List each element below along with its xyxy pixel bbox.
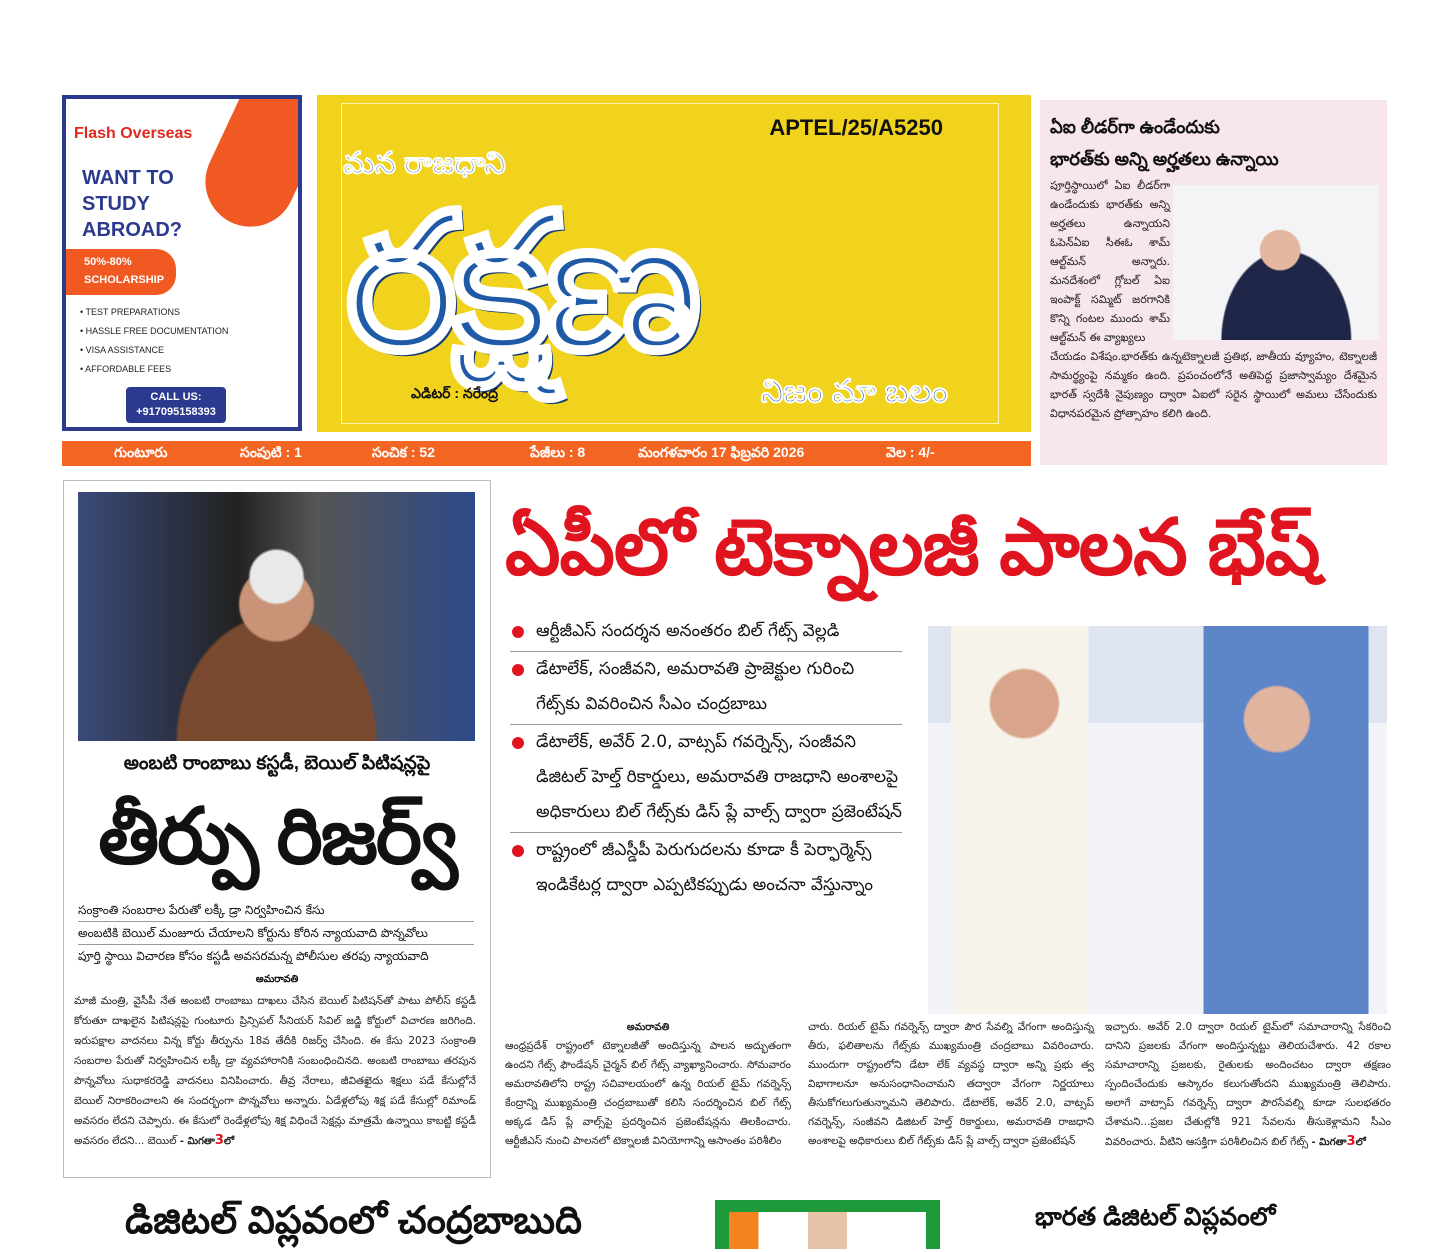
side-story-text: పూర్తిస్థాయిలో ఏఐ లీడర్‌గా ఉండేందుకు భారత్‌కు అన్ని అర్హతలు ఉన్నాయని ఓపెన్‌ఏఐ సీఈఓ శామ్ ఆల్ట్‌మన్ అన్నారు. మనదేశంలో గ్లోబల్ ఏఐ ఇంపాక్ట్ సమ్మిట్ జరగానికి కొన్ని గంటల ముందు శామ్ ఆల్ట్‌మన్ ఈ వ్యాఖ్యలు [1050,179,1170,344]
edition-info-bar [62,441,1031,466]
main-story-column: చారు. రియల్ టైమ్ గవర్నెన్స్ ద్వారా పౌర సేవల్ని వేగంగా అందిస్తున్న తీరు, ఫలితాలను గేట్స్‌కు ముఖ్యమంత్రి చంద్రబాబు వివరించారు. ముందుగా రాష్ట్రంలోని డేటా లేక్ వ్యవస్థ ద్వారా అన్ని ప్రభు త్వ విభాగాలనూ అనుసంధానించామని తద్వారా వేగంగా నిర్ణయాలు తీసుకోగలుగుతున్నామని తెలిపారు. డేటాలేక్, అవేర్ 2.0, వాట్సప్ గవర్నెన్స్, సంజీవని డిజిటల్ హెల్త్ రికార్డులు, అమరావతి రాజధాని అంశాలపై అధికారులు బిల్ గేట్స్‌కు డిస్ ప్లే వాల్స్ ద్వారా ప్రజెంటేషన్ [808,1021,1094,1147]
side-story-photo [1173,185,1379,340]
main-story-photo [928,626,1387,1014]
ad-brand-logo: Flash Overseas [74,125,193,142]
bottom-photo-image [729,1212,926,1249]
bottom-right-headline[interactable]: భారత డిజిటల్ విప్లవంలో [1035,1203,1276,1231]
side-story-title-line1: ఏఐ లీడర్‌గా ఉండేందుకు [1050,117,1220,137]
highlight-item: డేటాలేక్, అవేర్ 2.0, వాట్సప్ గవర్నెన్స్, సంజీవని డిజిటల్ హెల్త్ రికార్డులు, అమరావతి రాజధాని అంశాలపై అధికారులు బిల్ గేట్స్‌కు డిస్ ప్లే వాల్స్ ద్వారా ప్రజెంటేషన్ [510,725,902,833]
edition-price: వెల : 4/- [886,443,935,460]
side-story-title-line2: భారత్‌కు అన్ని అర్హతలు ఉన్నాయి [1050,149,1279,169]
ad-scholarship: 50%-80% SCHOLARSHIP [66,249,176,295]
masthead-subtitle: మన రాజధాని [343,147,506,180]
main-headline[interactable]: ఏపీలో టెక్నాలజీ పాలన భేష్ [505,503,1320,591]
advertisement-flash-overseas[interactable] [62,95,302,431]
continued-marker: - మిగతా3లో [179,1133,235,1148]
ad-service: • AFFORDABLE FEES [80,364,172,374]
left-story-deck: పూర్తి స్థాయి విచారణ కోసం కస్టడీ అవసరమన్న పోలీసుల తరపు న్యాయవాది [78,949,429,963]
main-story-column: ఇచ్చారు. అవేర్ 2.0 ద్వారా రియల్ టైమ్‌లో సమాచారాన్ని సేకరించి దానిని ప్రజలకు వేగంగా అందిస్తున్నట్టు తెలియచేశారు. 42 రకాల సమాచారాన్ని ప్రజలకు, రైతులకు అందించటం ద్వారా తక్షణం స్పందించేందుకు ఆస్కారం కలుగుతోందని ముఖ్యమంత్రి తెలిపారు. అలాగే వాట్సాప్ గవర్నెన్స్ ద్వారా పౌరసేవల్ని కూడా సులభతరం చేశామని...ప్రజల చేతుల్లోకి 921 సేవలను తీసుకెళ్లామని సీఎం వివరించారు. వీటిని ఆసక్తిగా పరిశీలించిన బిల్ గేట్స్ - మిగతా3లో [1105,1021,1391,1149]
main-story-highlights [510,614,902,905]
edition-date: మంగళవారం 17 ఫిబ్రవరి 2026 [638,443,805,460]
ad-call-box: CALL US: +917095158393 [126,387,226,423]
newspaper-logo: రక్షణ [345,177,696,389]
left-story-headline: తీర్పు రిజర్వ్ [98,792,456,880]
masthead-tagline: నిజం మా బలం [761,373,948,409]
highlight-item: ఆర్టీజీఎస్ సందర్శన అనంతరం బిల్ గేట్స్ వెల్లడి [510,614,902,652]
registration-number: APTEL/25/A5250 [769,115,943,140]
left-story-deck: సంక్రాంతి సంబరాల పేరుతో లక్కీ డ్రా నిర్వహించిన కేసు [78,899,474,922]
bottom-photo [715,1200,940,1249]
bottom-left-headline[interactable]: డిజిటల్ విప్లవంలో చంద్రబాబుది [125,1200,582,1242]
left-story-kicker: అంబటి రాంబాబు కస్టడీ, బెయిల్ పిటిషన్లపై [123,753,431,774]
left-story-dateline: అమరావతి [255,974,299,985]
side-story-text-cont: చేయడం విశేషం.భారత్‌కు ఉన్నటెక్నాలజీ ప్రతిభ, జాతీయ వ్యూహం, టెక్నాలజీ సామర్థ్యంపై నమ్మకం ఉంది. ప్రపంచంలోనే అతిపెద్ద ప్రజాస్వామ్యం దేశమైన భారత్ స్వదేశీ నైపుణ్యం ద్వారా ఏఐలో సరైన స్థాయిలో అమలు చేసేందుకు విధానపరమైన ప్రోత్సాహం కలిగి ఉంది. [1050,350,1377,420]
side-story[interactable] [1040,100,1387,465]
highlight-item: డేటాలేక్, సంజీవని, అమరావతి ప్రాజెక్టుల గురించి గేట్స్‌కు వివరించిన సీఎం చంద్రబాబు [510,652,902,725]
ad-headline: WANT TO STUDY ABROAD? [82,167,182,241]
edition-issue: సంచిక : 52 [372,443,435,460]
ad-student-photo [184,191,294,411]
main-story-dateline: అమరావతి [626,1022,670,1033]
continued-marker: - మిగతా3లో [1311,1134,1366,1149]
left-story-photo [78,492,475,741]
left-story-body: మాజీ మంత్రి, వైసీపీ నేత అంబటి రాంబాబు దాఖలు చేసిన బెయిల్ పిటిషన్‌తో పాటు పోలీస్ కస్టడీ కోరుతూ దాఖలైన పిటిషన్లపై గుంటూరు ప్రిన్సిపల్ సీనియర్ సివిల్ జడ్జి కోర్టులో విచారణ జరిగింది. ఇరుపక్షాల వాదనలు విన్న కోర్టు తీర్పును 18వ తేదీకి రిజర్వ్ చేసింది. ఈ కేసు 2023 సంక్రాంతి సంబరాల పేరుతో నిర్వహించిన లక్కీ డ్రా వ్యవహారానికి సంబంధించినది. అంబటి రాంబాబు తరపున పొన్నవోలు సుధాకరరెడ్డి వాదనలు వినిపించారు. తీవ్ర నేరాలు, జీవితఖైదు శిక్షలు పడే కేసుల్లోనే బెయిల్ నిరాకరించాలని ఈ సందర్భంగా పొన్నవోలు అన్నారు. ఏడేళ్లలోపు శిక్ష పడే కేసుల్లో రిమాండ్ అవసరం లేదని చెప్పారు. ఈ కేసులో రెండేళ్లలోపు శిక్ష విధించే సెక్షన్లు మాత్రమే ఉన్నాయి కాబట్టి కస్టడీ అవసరం లేదని... బెయిల్ - మిగతా3లో [74,995,476,1148]
edition-city: గుంటూరు [114,443,168,460]
main-story-column: అమరావతి ఆంధ్రప్రదేశ్ రాష్ట్రంలో టెక్నాలజీతో అందిస్తున్న పాలన అద్భుతంగా ఉందని గేట్స్ ఫౌండేషన్ చైర్మన్ బిల్ గేట్స్ వ్యాఖ్యానించారు. సోమవారం అమరావతిలోని రాష్ట్ర సచివాలయంలో ఉన్న రియల్ టైమ్ గవర్నెన్స్ కేంద్రాన్ని ముఖ్యమంత్రి చంద్రబాబుతో కలిసి సందర్శించిన బిల్ గేట్స్ అక్కడ డిస్ ప్లే వాల్స్‌పై ప్రదర్శించిన ప్రజెంటేషన్లను తిలకించారు. ఆర్టీజీఎస్ నుంచి పాలనలో టెక్నాలజీ వినియోగాన్ని ఆసాంతం పరిశీలిం [505,1018,791,1151]
left-story-deck: అంబటికి బెయిల్ మంజూరు చేయాలని కోర్టును కోరిన న్యాయవాది పొన్నవోలు [78,922,474,945]
ad-phone: +917095158393 [136,406,216,418]
highlight-item: రాష్ట్రంలో జీఎస్డీపీ పెరుగుదలను కూడా కీ పెర్ఫార్మెన్స్ ఇండికేటర్ల ద్వారా ఎప్పటికప్పుడు అంచనా వేస్తున్నాం [510,833,902,905]
ad-service: • VISA ASSISTANCE [80,345,165,355]
ad-service: • HASSLE FREE DOCUMENTATION [80,326,229,336]
ad-service: • TEST PREPARATIONS [80,307,181,317]
masthead [317,95,1031,432]
edition-pages: పేజీలు : 8 [530,443,586,460]
left-story[interactable] [63,480,491,1178]
edition-volume: సంపుటి : 1 [240,443,302,460]
editor-credit: ఎడిటర్ : నరేంద్ర [411,385,498,401]
